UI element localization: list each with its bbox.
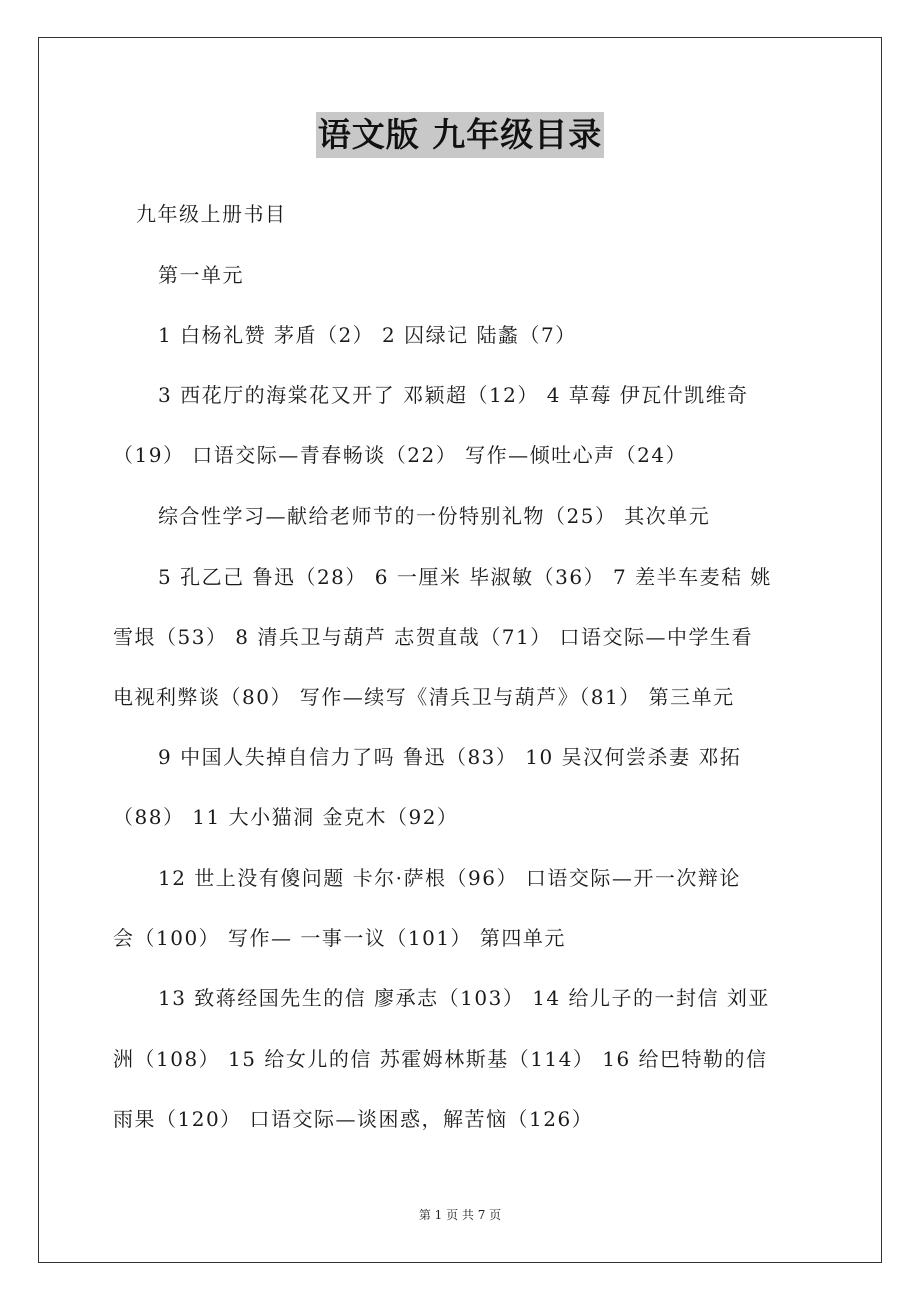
text-line: （19） 口语交际—青春畅谈（22） 写作—倾吐心声（24） (113, 443, 688, 467)
text-line: 电视利弊谈（80） 写作—续写《清兵卫与葫芦》（81） 第三单元 (113, 685, 735, 709)
text-line: 5 孔乙己 鲁迅（28） 6 一厘米 毕淑敏（36） 7 差半车麦秸 姚 (158, 565, 772, 589)
text-line: 1 白杨礼赞 茅盾（2） 2 囚绿记 陆蠡（7） (158, 323, 577, 347)
text-line: 九年级上册书目 (136, 202, 287, 226)
text-line: 会（100） 写作— 一事一议（101） 第四单元 (113, 926, 566, 950)
text-line: 雨果（120） 口语交际—谈困惑，解苦恼（126） (113, 1107, 594, 1131)
text-line: 13 致蒋经国先生的信 廖承志（103） 14 给儿子的一封信 刘亚 (158, 986, 770, 1010)
text-line: 9 中国人失掉自信力了吗 鲁迅（83） 10 吴汉何尝杀妻 邓拓 (158, 745, 742, 769)
text-line: 雪垠（53） 8 清兵卫与葫芦 志贺直哉（71） 口语交际—中学生看 (113, 625, 754, 649)
text-line: 洲（108） 15 给女儿的信 苏霍姆林斯基（114） 16 给巴特勒的信 (113, 1047, 768, 1071)
page-footer: 第 1 页 共 7 页 (418, 1208, 502, 1222)
text-line: 第一单元 (158, 263, 244, 287)
text-line: 12 世上没有傻问题 卡尔·萨根（96） 口语交际—开一次辩论 (158, 866, 741, 890)
text-line: 3 西花厅的海棠花又开了 邓颖超（12） 4 草莓 伊瓦什凯维奇 (158, 383, 749, 407)
text-line: 综合性学习—献给老师节的一份特别礼物（25） 其次单元 (158, 504, 711, 528)
document-title: 语文版 九年级目录 (316, 112, 605, 158)
title-container (0, 112, 920, 158)
text-line: （88） 11 大小猫洞 金克木（92） (113, 805, 459, 829)
